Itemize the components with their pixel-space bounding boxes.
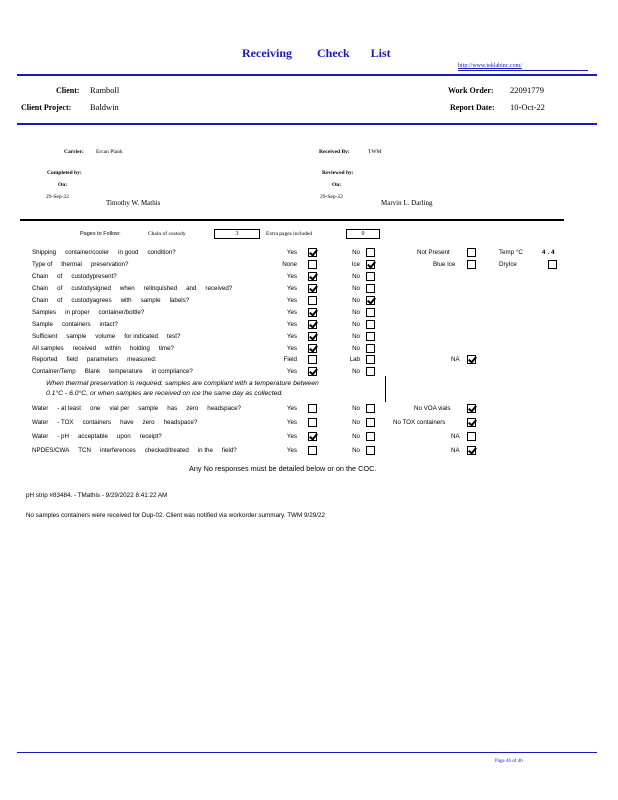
checklist-question (32, 419, 206, 426)
answer-b-checkbox[interactable] (366, 418, 375, 427)
signoff-divider (20, 219, 564, 221)
extra-pages-label: Extra pages included (266, 231, 313, 237)
answer-a-label: Yes (286, 321, 297, 328)
answer-b-checkbox[interactable] (366, 260, 375, 269)
question-word: TCN (78, 447, 91, 454)
answer-b-label: No (352, 309, 360, 316)
completed-date: 29-Sep-22 (46, 194, 69, 200)
question-word: one (90, 405, 101, 412)
answer-a-label: Yes (286, 345, 297, 352)
answer-a-label: Yes (286, 297, 297, 304)
question-word: - pH (57, 433, 69, 440)
carrier-label: Carrier: (64, 149, 84, 155)
checklist-question (32, 405, 250, 412)
answer-a-label: Yes (286, 447, 297, 454)
reviewed-on-label: On: (332, 182, 342, 188)
question-word: parameters (86, 356, 119, 363)
question-word: containers (82, 419, 112, 426)
answer-b-checkbox[interactable] (366, 367, 375, 376)
blue-ice-checkbox[interactable] (467, 260, 476, 269)
answer-a-label: Yes (286, 249, 297, 256)
question-word: received (72, 345, 97, 352)
question-word: Samples (32, 309, 57, 316)
checklist-question (32, 273, 126, 280)
question-word: have (120, 419, 134, 426)
question-word: zero (186, 405, 199, 412)
question-word: - TOX (57, 419, 74, 426)
question-word: container/bottle? (98, 309, 145, 316)
question-word: and (186, 285, 197, 292)
reviewed-by-label: Reviewed by: (322, 170, 354, 176)
question-word: containers (61, 321, 91, 328)
client-value: Ramboll (90, 85, 120, 95)
answer-a-checkbox[interactable] (308, 367, 317, 376)
npdes-na-checkbox[interactable] (467, 446, 476, 455)
question-word: relinquished (143, 285, 178, 292)
checklist-question (32, 249, 185, 256)
checklist-question (32, 447, 246, 454)
answer-a-label: Yes (286, 368, 297, 375)
answer-a-label: Field (283, 356, 297, 363)
npdes-na-label: NA (451, 447, 460, 454)
checklist-question (32, 333, 189, 340)
answer-b-label: No (352, 419, 360, 426)
answer-b-label: Lab (349, 356, 360, 363)
question-word: Water (32, 419, 49, 426)
question-word: of (57, 297, 63, 304)
question-word: acceptable (77, 433, 108, 440)
answer-b-label: No (352, 321, 360, 328)
question-word: zero (142, 419, 155, 426)
answer-a-checkbox[interactable] (308, 296, 317, 305)
report-date-label: Report Date: (450, 103, 495, 112)
answer-b-checkbox[interactable] (366, 272, 375, 281)
work-order-label: Work Order: (448, 86, 494, 95)
coc-pages-label: Chain of custody (148, 231, 186, 237)
coc-pages-field[interactable]: 3 (214, 229, 260, 239)
question-word: checked/treated (144, 447, 189, 454)
answer-a-checkbox[interactable] (308, 260, 317, 269)
answer-a-checkbox[interactable] (308, 404, 317, 413)
answer-a-label: Yes (286, 285, 297, 292)
answer-a-checkbox[interactable] (308, 284, 317, 293)
title-word: List (370, 46, 391, 60)
question-word: condition? (147, 249, 176, 256)
answer-b-checkbox[interactable] (366, 432, 375, 441)
answer-a-checkbox[interactable] (308, 446, 317, 455)
checklist-question (32, 368, 202, 375)
question-word: custodyagrees (71, 297, 112, 304)
answer-b-checkbox[interactable] (366, 308, 375, 317)
answer-a-label: Yes (286, 419, 297, 426)
answer-a-label: Yes (286, 405, 297, 412)
question-word: labels? (169, 297, 190, 304)
answer-a-checkbox[interactable] (308, 418, 317, 427)
question-word: Chain (32, 285, 49, 292)
header-divider (17, 74, 597, 76)
client-project-value: Baldwin (90, 102, 119, 112)
lab-website-link[interactable]: http://www.teklabinc.com/ (458, 63, 522, 69)
question-word: in proper (65, 309, 90, 316)
ph-na-checkbox[interactable] (467, 432, 476, 441)
blue-ice-label: Blue Ice (433, 261, 456, 268)
question-word: sample (66, 333, 87, 340)
question-word: container/cooler (65, 249, 110, 256)
question-word: Chain (32, 297, 49, 304)
ph-na-label: NA (451, 433, 460, 440)
thermal-note-line: 0.1°C - 6.0°C, or when samples are received on ice the same day as collected. (46, 390, 284, 397)
answer-b-checkbox[interactable] (366, 296, 375, 305)
checklist-question (32, 321, 127, 328)
completed-on-label: On: (58, 182, 68, 188)
no-voa-label: No VOA vials (414, 405, 451, 412)
no-tox-label: No TOX containers (393, 419, 446, 426)
question-word: Chain (32, 273, 49, 280)
question-word: time? (158, 345, 174, 352)
question-word: in good (118, 249, 139, 256)
field-params-na-label: NA (451, 356, 460, 363)
reviewed-by-name: Marvin L. Darling (381, 199, 433, 207)
no-tox-checkbox[interactable] (467, 418, 476, 427)
completed-by-label: Completed by: (47, 170, 82, 176)
footer-divider (17, 752, 597, 753)
checklist-question (32, 297, 198, 304)
temp-label: Temp °C (499, 249, 523, 256)
answer-b-label: No (352, 433, 360, 440)
answer-b-label: No (352, 249, 360, 256)
answer-a-checkbox[interactable] (308, 248, 317, 257)
question-word: Water (32, 405, 49, 412)
question-word: of (57, 285, 63, 292)
question-word: for indicated (124, 333, 158, 340)
answer-a-checkbox[interactable] (308, 432, 317, 441)
answer-a-checkbox[interactable] (308, 344, 317, 353)
not-present-checkbox[interactable] (467, 248, 476, 257)
no-response-notice: Any No responses must be detailed below or on the COC. (189, 464, 377, 473)
question-word: of (57, 273, 63, 280)
info-divider (17, 123, 597, 125)
answer-a-label: Yes (286, 433, 297, 440)
not-present-label: Not Present (417, 249, 450, 256)
question-word: test? (166, 333, 181, 340)
title-word: Receiving (242, 46, 292, 60)
note-divider (385, 376, 386, 402)
client-label: Client: (56, 86, 80, 95)
answer-a-checkbox[interactable] (308, 308, 317, 317)
question-word: in compliance? (151, 368, 193, 375)
answer-a-checkbox[interactable] (308, 355, 317, 364)
page-title (242, 46, 391, 61)
answer-b-label: No (352, 405, 360, 412)
answer-b-checkbox[interactable] (366, 404, 375, 413)
temp-value: 4.4 (542, 249, 557, 256)
received-by-label: Received By: (319, 149, 350, 155)
question-word: field? (221, 447, 237, 454)
checklist-question (32, 345, 183, 352)
answer-a-checkbox[interactable] (308, 320, 317, 329)
comment-line: pH strip #83484. - TMathis - 9/29/2022 8:41:22 AM (26, 492, 168, 499)
extra-pages-field[interactable]: 0 (346, 229, 380, 239)
question-word: thermal (61, 261, 82, 268)
question-word: field (66, 356, 78, 363)
question-word: Water (32, 433, 49, 440)
url-underline-rule (458, 70, 588, 71)
title-word: Check (317, 46, 350, 60)
answer-b-checkbox[interactable] (366, 332, 375, 341)
question-word: sample (140, 297, 161, 304)
answer-b-checkbox[interactable] (366, 446, 375, 455)
answer-b-label: No (352, 345, 360, 352)
answer-b-label: No (352, 285, 360, 292)
question-word: with (120, 297, 132, 304)
answer-a-label: Yes (286, 273, 297, 280)
question-word: Container/Temp (32, 368, 76, 375)
answer-b-label: No (352, 273, 360, 280)
answer-b-checkbox[interactable] (366, 284, 375, 293)
answer-b-label: Ice (351, 261, 360, 268)
answer-b-label: No (352, 447, 360, 454)
answer-b-label: No (352, 333, 360, 340)
reviewed-date: 29-Sep-22 (320, 194, 343, 200)
answer-b-checkbox[interactable] (366, 344, 375, 353)
question-word: in the (197, 447, 213, 454)
question-word: headspace? (207, 405, 241, 412)
received-by-value: TWM (368, 149, 382, 155)
question-word: Sample (32, 321, 53, 328)
question-word: headspace? (163, 419, 198, 426)
question-word: custodysigned (71, 285, 111, 292)
answer-b-checkbox[interactable] (366, 355, 375, 364)
question-word: Blank (84, 368, 101, 375)
answer-b-checkbox[interactable] (366, 320, 375, 329)
question-word: intact? (99, 321, 118, 328)
pages-to-follow-label: Pages to Follow: (80, 231, 121, 237)
checklist-question (32, 309, 153, 316)
completed-by-name: Timothy W. Mathis (106, 199, 161, 207)
dryice-checkbox[interactable] (548, 260, 557, 269)
question-word: holding (129, 345, 150, 352)
question-word: sample (138, 405, 159, 412)
question-word: - at least (57, 405, 82, 412)
question-word: custodypresent? (71, 273, 117, 280)
question-word: Sufficient (32, 333, 58, 340)
question-word: volume (95, 333, 116, 340)
client-project-label: Client Project: (21, 103, 72, 112)
field-params-na-checkbox[interactable] (467, 355, 476, 364)
checklist-question (32, 433, 171, 440)
question-word: temperature (109, 368, 143, 375)
report-date-value: 10-Oct-22 (510, 102, 545, 112)
question-word: preservation? (90, 261, 129, 268)
answer-b-label: No (352, 297, 360, 304)
no-voa-checkbox[interactable] (467, 404, 476, 413)
question-word: upon (116, 433, 131, 440)
question-word: has (167, 405, 178, 412)
question-word: received? (205, 285, 233, 292)
dryice-label: DryIce (499, 261, 517, 268)
answer-a-checkbox[interactable] (308, 272, 317, 281)
question-word: Shipping (32, 249, 57, 256)
checklist-question (32, 285, 241, 292)
answer-a-label: Yes (286, 309, 297, 316)
carrier-value: Ercan Plank (96, 149, 123, 155)
question-word: All samples (32, 345, 64, 352)
question-word: measured: (127, 356, 157, 363)
question-word: Type of (32, 261, 53, 268)
answer-a-label: None (282, 261, 297, 268)
work-order-value: 22091779 (510, 85, 544, 95)
question-word: vial per (109, 405, 130, 412)
thermal-note-line: When thermal preservation is required, samples are compliant with a temperature between (46, 380, 319, 387)
answer-a-checkbox[interactable] (308, 332, 317, 341)
answer-a-label: Yes (286, 333, 297, 340)
answer-b-label: No (352, 368, 360, 375)
comment-line: No samples containers were received for Dup-02. Client was notified via workorder summary. TWM 9/29/22 (26, 512, 325, 519)
question-word: interferences (99, 447, 136, 454)
checklist-question (32, 356, 165, 363)
question-word: NPDES/CWA (32, 447, 70, 454)
question-word: when (119, 285, 135, 292)
question-word: Reported (32, 356, 58, 363)
question-word: within (105, 345, 121, 352)
page-number: Page 46 of 46 (495, 759, 523, 764)
checklist-question (32, 261, 137, 268)
answer-b-checkbox[interactable] (366, 248, 375, 257)
question-word: receipt? (139, 433, 162, 440)
